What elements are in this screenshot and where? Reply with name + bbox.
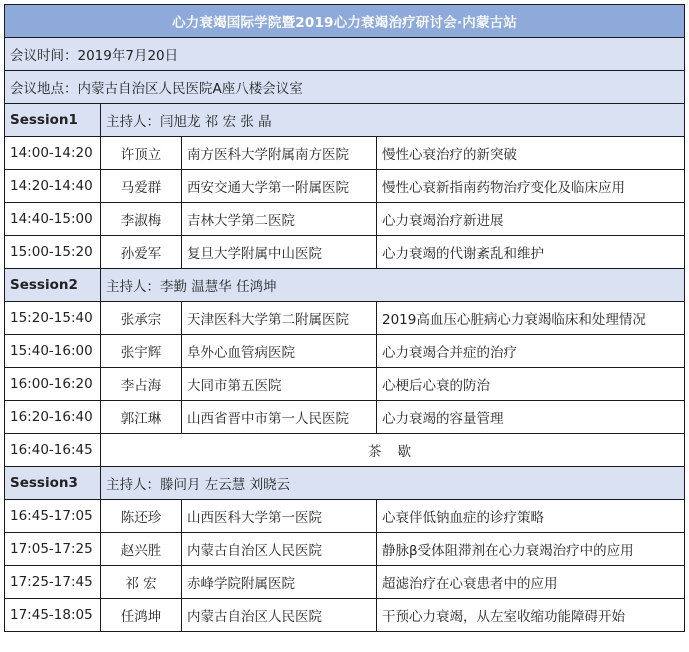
table-row <box>5 401 685 434</box>
table-row <box>5 566 685 599</box>
session-hosts: 主持人：李勤 温慧华 任鸿坤 <box>101 269 685 302</box>
talk-speaker: 孙爱军 <box>101 236 182 269</box>
table-row <box>5 302 685 335</box>
talk-speaker: 陈还珍 <box>101 500 182 533</box>
talk-hospital: 复旦大学附属中山医院 <box>182 236 377 269</box>
talk-topic: 心力衰竭的容量管理 <box>377 401 685 434</box>
meeting-place-row <box>5 71 685 104</box>
break-label: 茶 歇 <box>101 434 685 467</box>
session-header-row <box>5 104 685 137</box>
talk-speaker: 张承宗 <box>101 302 182 335</box>
table-row <box>5 500 685 533</box>
agenda-table <box>4 4 685 632</box>
talk-hospital: 内蒙古自治区人民医院 <box>182 599 377 632</box>
meeting-time-row <box>5 38 685 71</box>
talk-hospital: 大同市第五医院 <box>182 368 377 401</box>
talk-hospital: 南方医科大学附属南方医院 <box>182 137 377 170</box>
talk-time: 15:40-16:00 <box>5 335 101 368</box>
session-label: Session1 <box>5 104 101 137</box>
talk-topic: 慢性心衰新指南药物治疗变化及临床应用 <box>377 170 685 203</box>
talk-time: 17:05-17:25 <box>5 533 101 566</box>
session-hosts: 主持人：闫旭龙 祁 宏 张 晶 <box>101 104 685 137</box>
break-row <box>5 434 685 467</box>
talk-speaker: 许顶立 <box>101 137 182 170</box>
table-row <box>5 599 685 632</box>
talk-hospital: 赤峰学院附属医院 <box>182 566 377 599</box>
meeting-place: 会议地点：内蒙古自治区人民医院A座八楼会议室 <box>5 71 685 104</box>
talk-speaker: 祁 宏 <box>101 566 182 599</box>
talk-speaker: 马爱群 <box>101 170 182 203</box>
talk-hospital: 山西医科大学第一医院 <box>182 500 377 533</box>
session-hosts: 主持人：滕问月 左云慧 刘晓云 <box>101 467 685 500</box>
talk-topic: 心梗后心衰的防治 <box>377 368 685 401</box>
talk-hospital: 西安交通大学第一附属医院 <box>182 170 377 203</box>
talk-speaker: 赵兴胜 <box>101 533 182 566</box>
talk-hospital: 吉林大学第二医院 <box>182 203 377 236</box>
talk-topic: 心衰伴低钠血症的诊疗策略 <box>377 500 685 533</box>
talk-hospital: 山西省晋中市第一人民医院 <box>182 401 377 434</box>
talk-speaker: 张宇辉 <box>101 335 182 368</box>
talk-time: 15:20-15:40 <box>5 302 101 335</box>
table-row <box>5 335 685 368</box>
talk-speaker: 任鸿坤 <box>101 599 182 632</box>
talk-speaker: 郭江琳 <box>101 401 182 434</box>
talk-time: 16:45-17:05 <box>5 500 101 533</box>
meeting-time: 会议时间：2019年7月20日 <box>5 38 685 71</box>
talk-time: 16:00-16:20 <box>5 368 101 401</box>
talk-hospital: 阜外心血管病医院 <box>182 335 377 368</box>
talk-topic: 心力衰竭合并症的治疗 <box>377 335 685 368</box>
talk-time: 14:00-14:20 <box>5 137 101 170</box>
session-label: Session2 <box>5 269 101 302</box>
talk-speaker: 李占海 <box>101 368 182 401</box>
table-row <box>5 533 685 566</box>
talk-hospital: 内蒙古自治区人民医院 <box>182 533 377 566</box>
table-row <box>5 203 685 236</box>
table-row <box>5 137 685 170</box>
page-title: 心力衰竭国际学院暨2019心力衰竭治疗研讨会·内蒙古站 <box>5 5 685 38</box>
talk-time: 14:20-14:40 <box>5 170 101 203</box>
session-label: Session3 <box>5 467 101 500</box>
talk-topic: 心力衰竭的代谢紊乱和维护 <box>377 236 685 269</box>
talk-topic: 干预心力衰竭，从左室收缩功能障碍开始 <box>377 599 685 632</box>
session-header-row <box>5 467 685 500</box>
break-time: 16:40-16:45 <box>5 434 101 467</box>
talk-time: 15:00-15:20 <box>5 236 101 269</box>
talk-speaker: 李淑梅 <box>101 203 182 236</box>
talk-topic: 慢性心衰治疗的新突破 <box>377 137 685 170</box>
talk-time: 17:45-18:05 <box>5 599 101 632</box>
talk-topic: 超滤治疗在心衰患者中的应用 <box>377 566 685 599</box>
talk-time: 14:40-15:00 <box>5 203 101 236</box>
talk-time: 16:20-16:40 <box>5 401 101 434</box>
session-header-row <box>5 269 685 302</box>
talk-hospital: 天津医科大学第二附属医院 <box>182 302 377 335</box>
talk-topic: 2019高血压心脏病心力衰竭临床和处理情况 <box>377 302 685 335</box>
talk-topic: 心力衰竭治疗新进展 <box>377 203 685 236</box>
title-row <box>5 5 685 38</box>
talk-topic: 静脉β受体阻滞剂在心力衰竭治疗中的应用 <box>377 533 685 566</box>
table-row <box>5 170 685 203</box>
table-row <box>5 236 685 269</box>
talk-time: 17:25-17:45 <box>5 566 101 599</box>
table-row <box>5 368 685 401</box>
